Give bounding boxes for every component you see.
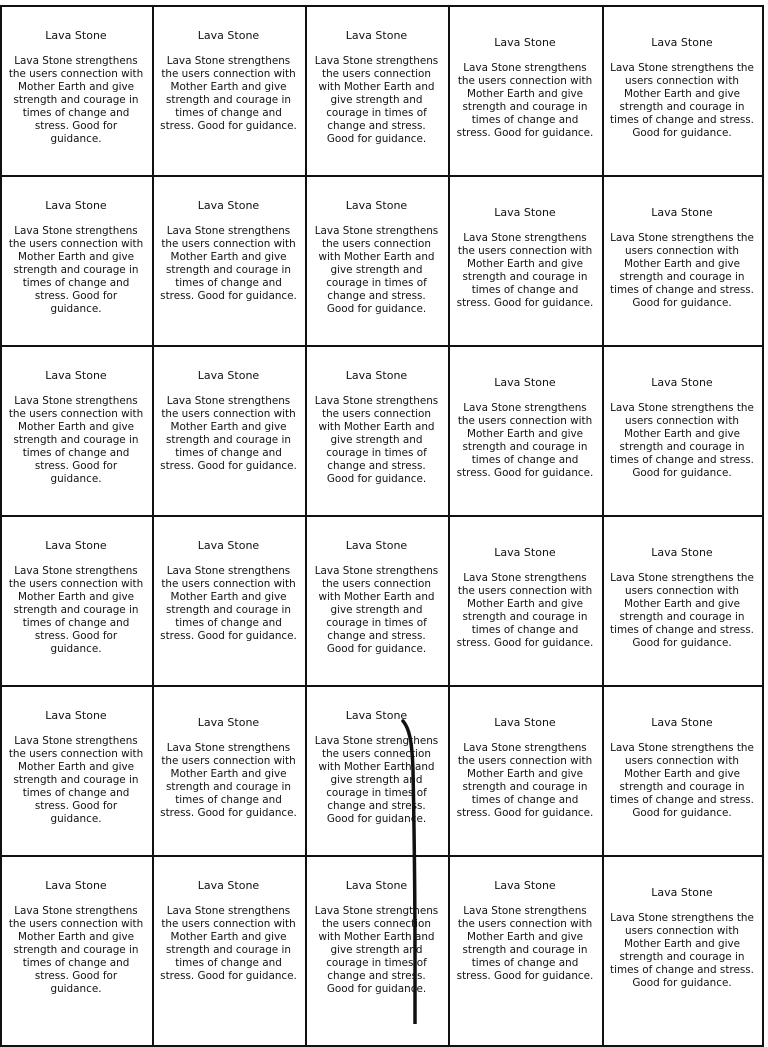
stone-description: Lava Stone strengthens the users connection with Mother Earth and give strength and courage in times of change and stress. Good for guidance. [8, 905, 144, 995]
label-content [160, 369, 297, 473]
stone-name: Lava Stone [651, 546, 713, 559]
stone-name: Lava Stone [197, 539, 260, 552]
stone-description: Lava Stone strengthens the users connection with Mother Earth and give strength and courage in times of change and stress. Good for guidance. [610, 742, 754, 819]
stone-description: Lava Stone strengthens the users connection with Mother Earth and give strength and courage in times of change and stress. Good for guidance. [610, 402, 754, 479]
label-content [160, 716, 297, 820]
label-cell [448, 175, 604, 347]
label-content [313, 199, 440, 316]
label-cell [448, 5, 604, 177]
label-cell [0, 515, 154, 687]
label-content [313, 29, 440, 146]
stone-description: Lava Stone strengthens the users connection with Mother Earth and give strength and courage in times of change and stress. Good for guidance. [8, 55, 144, 145]
stone-name: Lava Stone [345, 29, 408, 42]
label-cell [448, 515, 604, 687]
label-content [610, 886, 754, 990]
stone-name: Lava Stone [45, 709, 107, 722]
label-cell [152, 345, 307, 517]
label-cell [448, 345, 604, 517]
label-cell [305, 5, 450, 177]
stone-name: Lava Stone [45, 199, 107, 212]
label-cell [602, 855, 764, 1047]
stone-name: Lava Stone [651, 36, 713, 49]
label-content [610, 546, 754, 650]
stone-description: Lava Stone strengthens the users connection with Mother Earth and give strength and courage in times of change and stress. Good for guidance. [314, 55, 439, 145]
label-content [160, 539, 297, 643]
label-cell [448, 685, 604, 857]
label-content [313, 369, 440, 486]
label-cell [152, 515, 307, 687]
label-content [610, 206, 754, 310]
label-cell [305, 345, 450, 517]
label-content [456, 879, 594, 983]
stone-name: Lava Stone [494, 716, 556, 729]
label-content [610, 716, 754, 820]
stone-description: Lava Stone strengthens the users connection with Mother Earth and give strength and courage in times of change and stress. Good for guidance. [456, 742, 594, 819]
label-content [8, 879, 144, 996]
label-cell [0, 5, 154, 177]
label-content [610, 376, 754, 480]
stone-name: Lava Stone [494, 879, 556, 892]
label-cell [152, 855, 307, 1047]
stone-name: Lava Stone [494, 376, 556, 389]
stone-name: Lava Stone [651, 886, 713, 899]
stone-description: Lava Stone strengthens the users connection with Mother Earth and give strength and courage in times of change and stress. Good for guidance. [456, 232, 594, 309]
stone-name: Lava Stone [45, 29, 107, 42]
stone-name: Lava Stone [45, 879, 107, 892]
stone-description: Lava Stone strengthens the users connection with Mother Earth and give strength and courage in times of change and stress. Good for guidance. [8, 735, 144, 825]
stone-name: Lava Stone [651, 376, 713, 389]
label-cell [0, 175, 154, 347]
label-content [456, 376, 594, 480]
label-cell [305, 685, 450, 857]
label-content [160, 199, 297, 303]
stone-name: Lava Stone [197, 29, 260, 42]
stone-description: Lava Stone strengthens the users connection with Mother Earth and give strength and courage in times of change and stress. Good for guidance. [314, 225, 439, 315]
label-cell [152, 175, 307, 347]
label-content [8, 709, 144, 826]
stone-name: Lava Stone [345, 709, 408, 722]
label-content [8, 369, 144, 486]
label-cell [152, 685, 307, 857]
stone-name: Lava Stone [197, 199, 260, 212]
label-cell [0, 685, 154, 857]
stone-name: Lava Stone [651, 206, 713, 219]
stone-description: Lava Stone strengthens the users connection with Mother Earth and give strength and courage in times of change and stress. Good for guidance. [610, 232, 754, 309]
label-content [610, 36, 754, 140]
label-cell [305, 515, 450, 687]
stone-description: Lava Stone strengthens the users connection with Mother Earth and give strength and courage in times of change and stress. Good for guidance. [456, 572, 594, 649]
stone-name: Lava Stone [197, 879, 260, 892]
label-cell [152, 5, 307, 177]
label-cell [602, 515, 764, 687]
stone-name: Lava Stone [345, 199, 408, 212]
label-cell [0, 345, 154, 517]
label-content [456, 36, 594, 140]
label-cell [602, 685, 764, 857]
stone-description: Lava Stone strengthens the users connection with Mother Earth and give strength and courage in times of change and stress. Good for guidance. [456, 402, 594, 479]
label-content [8, 539, 144, 656]
label-cell [602, 5, 764, 177]
stone-name: Lava Stone [345, 879, 408, 892]
stone-name: Lava Stone [45, 369, 107, 382]
stone-description: Lava Stone strengthens the users connection with Mother Earth and give strength and courage in times of change and stress. Good for guidance. [160, 905, 297, 982]
label-cell [602, 175, 764, 347]
stone-description: Lava Stone strengthens the users connection with Mother Earth and give strength and courage in times of change and stress. Good for guidance. [456, 62, 594, 139]
stone-name: Lava Stone [45, 539, 107, 552]
stone-description: Lava Stone strengthens the users connection with Mother Earth and give strength and courage in times of change and stress. Good for guidance. [314, 905, 439, 995]
stone-description: Lava Stone strengthens the users connection with Mother Earth and give strength and courage in times of change and stress. Good for guidance. [160, 395, 297, 472]
stone-name: Lava Stone [197, 716, 260, 729]
label-cell [0, 855, 154, 1047]
stone-name: Lava Stone [494, 546, 556, 559]
stone-description: Lava Stone strengthens the users connection with Mother Earth and give strength and courage in times of change and stress. Good for guidance. [610, 572, 754, 649]
label-cell [305, 175, 450, 347]
stone-name: Lava Stone [651, 716, 713, 729]
label-content [456, 546, 594, 650]
stone-name: Lava Stone [494, 206, 556, 219]
stone-description: Lava Stone strengthens the users connection with Mother Earth and give strength and courage in times of change and stress. Good for guidance. [8, 565, 144, 655]
label-sheet [0, 5, 762, 1045]
stone-description: Lava Stone strengthens the users connection with Mother Earth and give strength and courage in times of change and stress. Good for guidance. [160, 55, 297, 132]
stone-description: Lava Stone strengthens the users connection with Mother Earth and give strength and courage in times of change and stress. Good for guidance. [314, 395, 439, 485]
stone-name: Lava Stone [197, 369, 260, 382]
stone-name: Lava Stone [345, 539, 408, 552]
label-cell [448, 855, 604, 1047]
label-content [8, 29, 144, 146]
stone-description: Lava Stone strengthens the users connection with Mother Earth and give strength and courage in times of change and stress. Good for guidance. [160, 565, 297, 642]
stone-description: Lava Stone strengthens the users connection with Mother Earth and give strength and courage in times of change and stress. Good for guidance. [456, 905, 594, 982]
stone-name: Lava Stone [494, 36, 556, 49]
label-content [8, 199, 144, 316]
label-content [313, 709, 440, 826]
stone-description: Lava Stone strengthens the users connection with Mother Earth and give strength and courage in times of change and stress. Good for guidance. [8, 225, 144, 315]
label-content [160, 29, 297, 133]
label-content [456, 206, 594, 310]
stone-description: Lava Stone strengthens the users connection with Mother Earth and give strength and courage in times of change and stress. Good for guidance. [160, 225, 297, 302]
label-content [313, 879, 440, 996]
label-cell [602, 345, 764, 517]
label-content [313, 539, 440, 656]
label-content [160, 879, 297, 983]
stone-description: Lava Stone strengthens the users connection with Mother Earth and give strength and courage in times of change and stress. Good for guidance. [610, 912, 754, 989]
label-cell [305, 855, 450, 1047]
stone-description: Lava Stone strengthens the users connection with Mother Earth and give strength and courage in times of change and stress. Good for guidance. [610, 62, 754, 139]
stone-description: Lava Stone strengthens the users connection with Mother Earth and give strength and courage in times of change and stress. Good for guidance. [160, 742, 297, 819]
stone-description: Lava Stone strengthens the users connection with Mother Earth and give strength and courage in times of change and stress. Good for guidance. [314, 735, 439, 825]
stone-description: Lava Stone strengthens the users connection with Mother Earth and give strength and courage in times of change and stress. Good for guidance. [8, 395, 144, 485]
stone-name: Lava Stone [345, 369, 408, 382]
label-content [456, 716, 594, 820]
stone-description: Lava Stone strengthens the users connection with Mother Earth and give strength and courage in times of change and stress. Good for guidance. [314, 565, 439, 655]
